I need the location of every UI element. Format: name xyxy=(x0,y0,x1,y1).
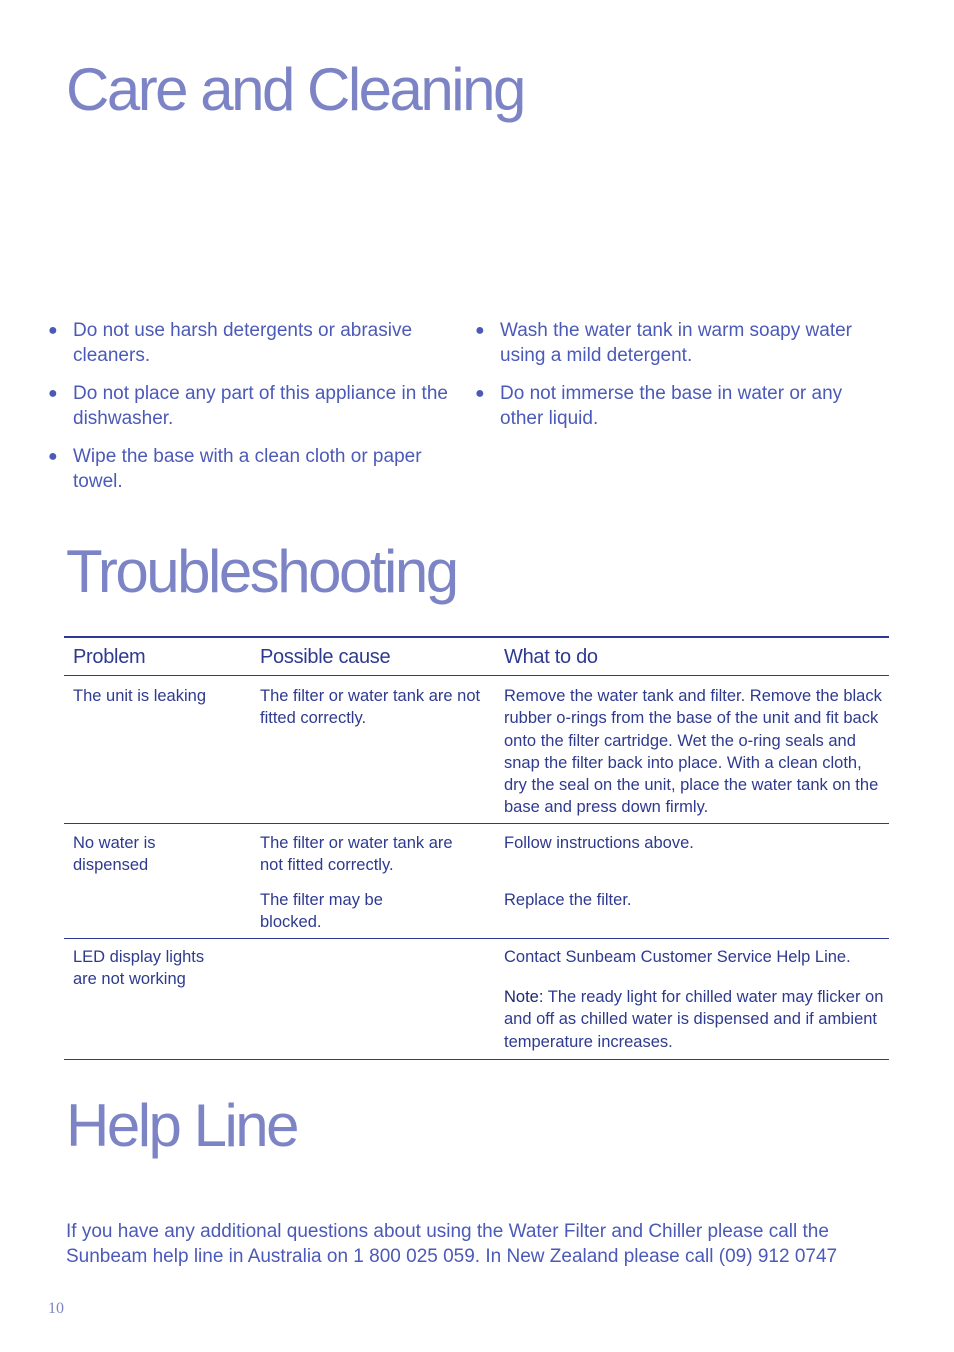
note-text: The ready light for chilled water may flicker on and off as chilled water is dispensed and if ambient temperature increases. xyxy=(504,988,884,1051)
bullet-icon: ● xyxy=(48,385,58,402)
table-row xyxy=(64,676,889,824)
note-label: Note: xyxy=(504,988,544,1006)
header-possible-cause: Possible cause xyxy=(260,646,391,668)
note-cell xyxy=(504,986,889,1053)
list-item: ● Wipe the base with a clean cloth or paper towel. xyxy=(48,446,422,492)
troubleshooting-title: Troubleshooting xyxy=(66,538,457,605)
action-cell: Contact Sunbeam Customer Service Help Line. xyxy=(504,948,851,966)
bullet-icon: ● xyxy=(475,385,485,402)
table-header-row xyxy=(64,636,889,676)
header-problem: Problem xyxy=(73,646,146,668)
cause-cell: The filter or water tank are not fitted correctly. xyxy=(260,687,481,728)
cause-cell: The filter may be blocked. xyxy=(260,891,383,932)
care-bullets-left xyxy=(48,318,448,507)
care-bullets-right xyxy=(475,318,885,444)
cause-cell: The filter or water tank are not fitted correctly. xyxy=(260,834,453,875)
problem-cell: LED display lights are not working xyxy=(73,948,205,989)
bullet-icon: ● xyxy=(48,322,58,339)
action-cell: Remove the water tank and filter. Remove the black rubber o-rings from the base of the unit and fit back onto the filter cartridge. Wet the o-ring seals and snap the filter back into place. With a clean cloth, dry the seal on the unit, place the water tank on the base and press down firmly. xyxy=(504,687,882,817)
bullet-icon: ● xyxy=(475,322,485,339)
problem-cell: No water is dispensed xyxy=(73,834,156,875)
list-item: ● Wash the water tank in warm soapy water using a mild detergent. xyxy=(475,320,852,366)
problem-cell: The unit is leaking xyxy=(73,687,206,705)
list-item: ● Do not place any part of this appliance in the dishwasher. xyxy=(48,383,448,429)
action-cell: Replace the filter. xyxy=(504,891,632,909)
page-number: 10 xyxy=(48,1300,64,1317)
table-row xyxy=(64,939,889,1060)
table-row xyxy=(64,824,889,939)
help-line-title: Help Line xyxy=(66,1092,298,1159)
list-item: ● Do not use harsh detergents or abrasive cleaners. xyxy=(48,320,413,366)
header-what-to-do: What to do xyxy=(504,646,598,668)
help-line-text: If you have any additional questions about using the Water Filter and Chiller please call the Sunbeam help line in Australia on 1 800 025 059. In New Zealand please call (09) 912 0747 xyxy=(66,1221,838,1267)
care-cleaning-title: Care and Cleaning xyxy=(66,56,524,123)
action-cell: Follow instructions above. xyxy=(504,834,694,852)
list-item: ● Do not immerse the base in water or any other liquid. xyxy=(475,383,843,429)
bullet-icon: ● xyxy=(48,448,58,465)
troubleshooting-table xyxy=(64,636,889,1060)
